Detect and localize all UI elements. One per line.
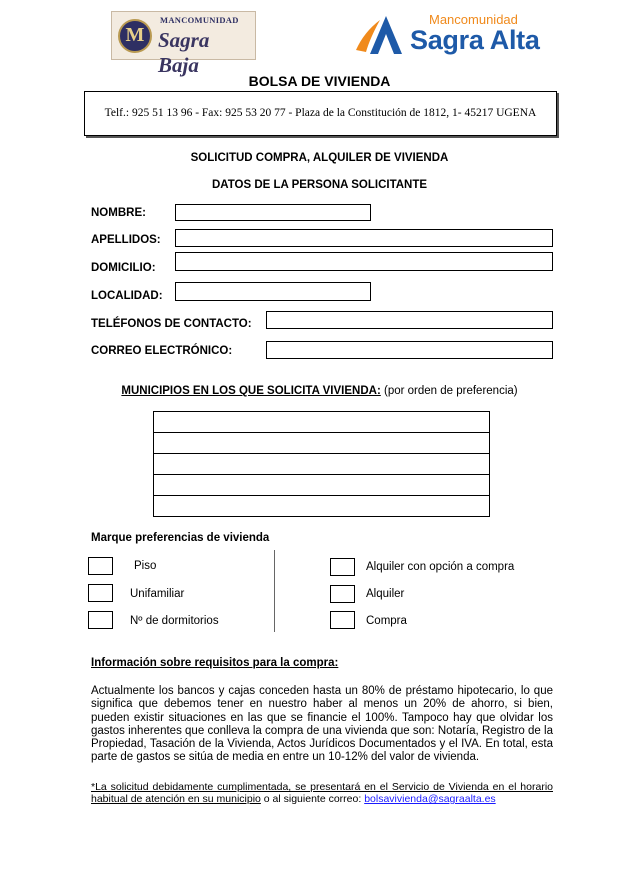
logo-sagra-alta bbox=[352, 10, 557, 58]
logo-left-line1: MANCOMUNIDAD bbox=[160, 15, 239, 25]
localidad-label: LOCALIDAD: bbox=[91, 290, 163, 302]
contact-box bbox=[84, 91, 557, 136]
divider bbox=[274, 550, 275, 632]
alquiler-checkbox[interactable] bbox=[330, 585, 355, 603]
info-paragraph: Actualmente los bancos y cajas conceden hasta un 80% de préstamo hipotecario, lo que significa que debemos tener en nuestro haber al menos un 20% de ahorro, si bien, pueden existir situaciones en las que se financie el 100%. Tampoco hay que olvidar los gastos inherentes que conlleva la compra de una vivienda que son: Notaría, Registro de la Propiedad, Tasación de la Vivienda, Actos Jurídicos Documentados y el IVA. En total, esta parte de gastos se sitúa de media en entre un 10-12% del valor de vivienda. bbox=[91, 685, 553, 764]
municipios-title: MUNICIPIOS EN LOS QUE SOLICITA VIVIENDA: (por orden de preferencia) bbox=[121, 385, 518, 397]
alquiler-opcion-compra-label: Alquiler con opción a compra bbox=[366, 561, 515, 573]
municipios-hint: (por orden de preferencia) bbox=[380, 385, 518, 397]
submission-note: *La solicitud debidamente cumplimentada, se presentará en el Servicio de Vivienda en el horario habitual de atención en su municipio o al siguiente correo: bolsavivienda@sagraalta.es bbox=[91, 781, 553, 805]
sagra-alta-mark-icon bbox=[352, 12, 408, 58]
piso-checkbox[interactable] bbox=[88, 557, 113, 575]
info-heading: Información sobre requisitos para la compra: bbox=[91, 657, 339, 669]
compra-checkbox[interactable] bbox=[330, 611, 355, 629]
preferencias-title: Marque preferencias de vivienda bbox=[91, 532, 270, 544]
unifamiliar-label: Unifamiliar bbox=[130, 588, 185, 600]
municipios-table bbox=[153, 411, 490, 517]
email-link[interactable]: bolsavivienda@sagraalta.es bbox=[364, 793, 496, 805]
municipio-row[interactable] bbox=[154, 433, 490, 454]
logo-right-line2: Sagra Alta bbox=[410, 25, 540, 55]
apellidos-label: APELLIDOS: bbox=[91, 234, 161, 246]
nombre-field[interactable] bbox=[175, 204, 371, 221]
dormitorios-checkbox[interactable] bbox=[88, 611, 113, 629]
domicilio-label: DOMICILIO: bbox=[91, 262, 156, 274]
municipio-row[interactable] bbox=[154, 475, 490, 496]
domicilio-field[interactable] bbox=[175, 252, 553, 271]
piso-label: Piso bbox=[134, 560, 157, 572]
municipio-row[interactable] bbox=[154, 454, 490, 475]
alquiler-opcion-compra-checkbox[interactable] bbox=[330, 558, 355, 576]
compra-label: Compra bbox=[366, 615, 407, 627]
correo-label: CORREO ELECTRÓNICO: bbox=[91, 345, 233, 357]
logo-right-line1: Mancomunidad bbox=[429, 12, 518, 27]
form-subtitle: SOLICITUD COMPRA, ALQUILER DE VIVIENDA bbox=[190, 152, 449, 164]
section-title: DATOS DE LA PERSONA SOLICITANTE bbox=[211, 179, 428, 191]
contact-text: Telf.: 925 51 13 96 - Fax: 925 53 20 77 - Plaza de la Constitución de 1812, 1- 45217 UGENA bbox=[104, 107, 537, 119]
correo-field[interactable] bbox=[266, 341, 553, 359]
dormitorios-label: Nº de dormitorios bbox=[130, 615, 219, 627]
telefonos-field[interactable] bbox=[266, 311, 553, 329]
seal-icon: M bbox=[118, 19, 152, 53]
localidad-field[interactable] bbox=[175, 282, 371, 301]
unifamiliar-checkbox[interactable] bbox=[88, 584, 113, 602]
telefonos-label: TELÉFONOS DE CONTACTO: bbox=[91, 318, 252, 330]
alquiler-label: Alquiler bbox=[366, 588, 405, 600]
municipio-row[interactable] bbox=[154, 496, 490, 517]
page-title: BOLSA DE VIVIENDA bbox=[248, 73, 391, 89]
municipio-row[interactable] bbox=[154, 412, 490, 433]
nombre-label: NOMBRE: bbox=[91, 207, 146, 219]
logo-sagra-baja bbox=[111, 11, 256, 77]
apellidos-field[interactable] bbox=[175, 229, 553, 247]
logo-left-line2: Sagra Baja bbox=[158, 28, 210, 77]
